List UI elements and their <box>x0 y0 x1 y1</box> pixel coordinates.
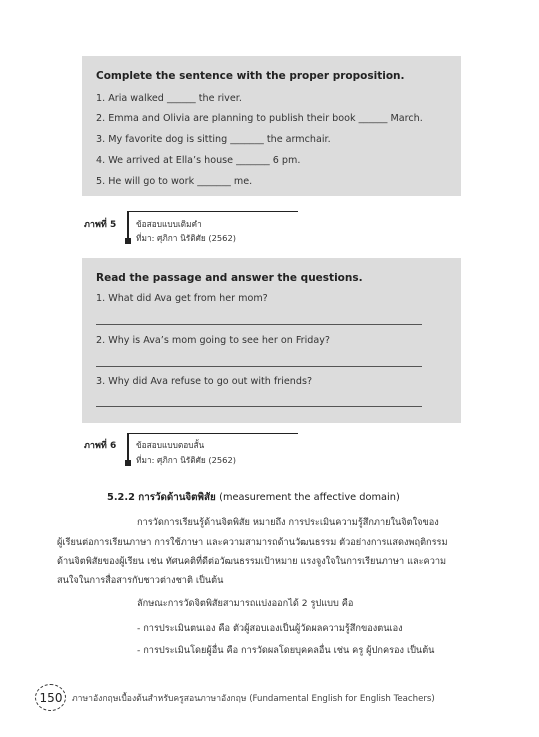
exercise-item: 5. He will go to work _______ me. <box>96 176 253 187</box>
section-heading <box>107 490 400 505</box>
body-text-line: การวัดการเรียนรู้ด้านจิตพิสัย หมายถึง การประเมินความรู้สึกภายในจิตใจของ <box>137 517 439 528</box>
exercise-item: 2. Emma and Olivia are planning to publish their book ______ March. <box>96 113 423 124</box>
exercise-box-short-answer <box>82 258 461 423</box>
body-text-line: ลักษณะการวัดจิตพิสัยสามารถแบ่งออกได้ 2 รูปแบบ คือ <box>137 598 354 609</box>
exercise-item: 3. My favorite dog is sitting _______ the armchair. <box>96 134 331 145</box>
body-text-line: ด้านจิตพิสัยของผู้เรียน เช่น ทัศนคติที่ดีต่อวัฒนธรรมเป้าหมาย แรงจูงใจในการเรียนภาษา และความ <box>57 556 447 567</box>
exercise-box-fill-in <box>82 56 461 196</box>
exercise-question: 1. What did Ava get from her mom? <box>96 293 268 304</box>
caption-rule <box>127 211 298 212</box>
exercise-title: Complete the sentence with the proper proposition. <box>96 70 405 82</box>
caption-rule <box>127 433 298 434</box>
body-text-line: ผู้เรียนต่อการเรียนภาษา การใช้ภาษา และความสามารถด้านวัฒนธรรม ตัวอย่างการแสดงพฤติกรรม <box>57 537 448 548</box>
running-footer: ภาษาอังกฤษเบื้องต้นสำหรับครูสอนภาษาอังกฤษ (Fundamental English for English Teachers) <box>72 694 435 704</box>
figure-caption: ข้อสอบแบบตอบสั้น <box>136 440 205 450</box>
bullet-item: - การประเมินโดยผู้อื่น คือ การวัดผลโดยบุคคลอื่น เช่น ครู ผู้ปกครอง เป็นต้น <box>137 645 435 656</box>
answer-line <box>96 366 422 367</box>
answer-line <box>96 324 422 325</box>
exercise-question: 2. Why is Ava’s mom going to see her on Friday? <box>96 335 330 346</box>
answer-line <box>96 406 422 407</box>
exercise-title: Read the passage and answer the questions. <box>96 272 363 284</box>
figure-source: ที่มา: ศุภิกา นิรัติศัย (2562) <box>136 233 236 243</box>
exercise-question: 3. Why did Ava refuse to go out with friends? <box>96 376 313 387</box>
figure-label: ภาพที่ 6 <box>84 441 117 451</box>
caption-marker <box>125 460 131 466</box>
section-english-title: (measurement the affective domain) <box>219 492 400 503</box>
caption-marker <box>125 238 131 244</box>
figure-label: ภาพที่ 5 <box>84 220 117 230</box>
exercise-item: 1. Aria walked ______ the river. <box>96 93 242 104</box>
section-number-title: 5.2.2 การวัดด้านจิตพิสัย <box>107 492 216 503</box>
figure-source: ที่มา: ศุภิกา นิรัติศัย (2562) <box>136 455 236 465</box>
figure-caption: ข้อสอบแบบเติมคำ <box>136 219 202 229</box>
page-number: 150 <box>39 691 63 705</box>
exercise-item: 4. We arrived at Ella’s house _______ 6 pm. <box>96 155 301 166</box>
body-text-line: สนใจในการสื่อสารกับชาวต่างชาติ เป็นต้น <box>57 575 224 586</box>
bullet-item: - การประเมินตนเอง คือ ตัวผู้สอบเองเป็นผู้วัดผลความรู้สึกของตนเอง <box>137 623 403 634</box>
